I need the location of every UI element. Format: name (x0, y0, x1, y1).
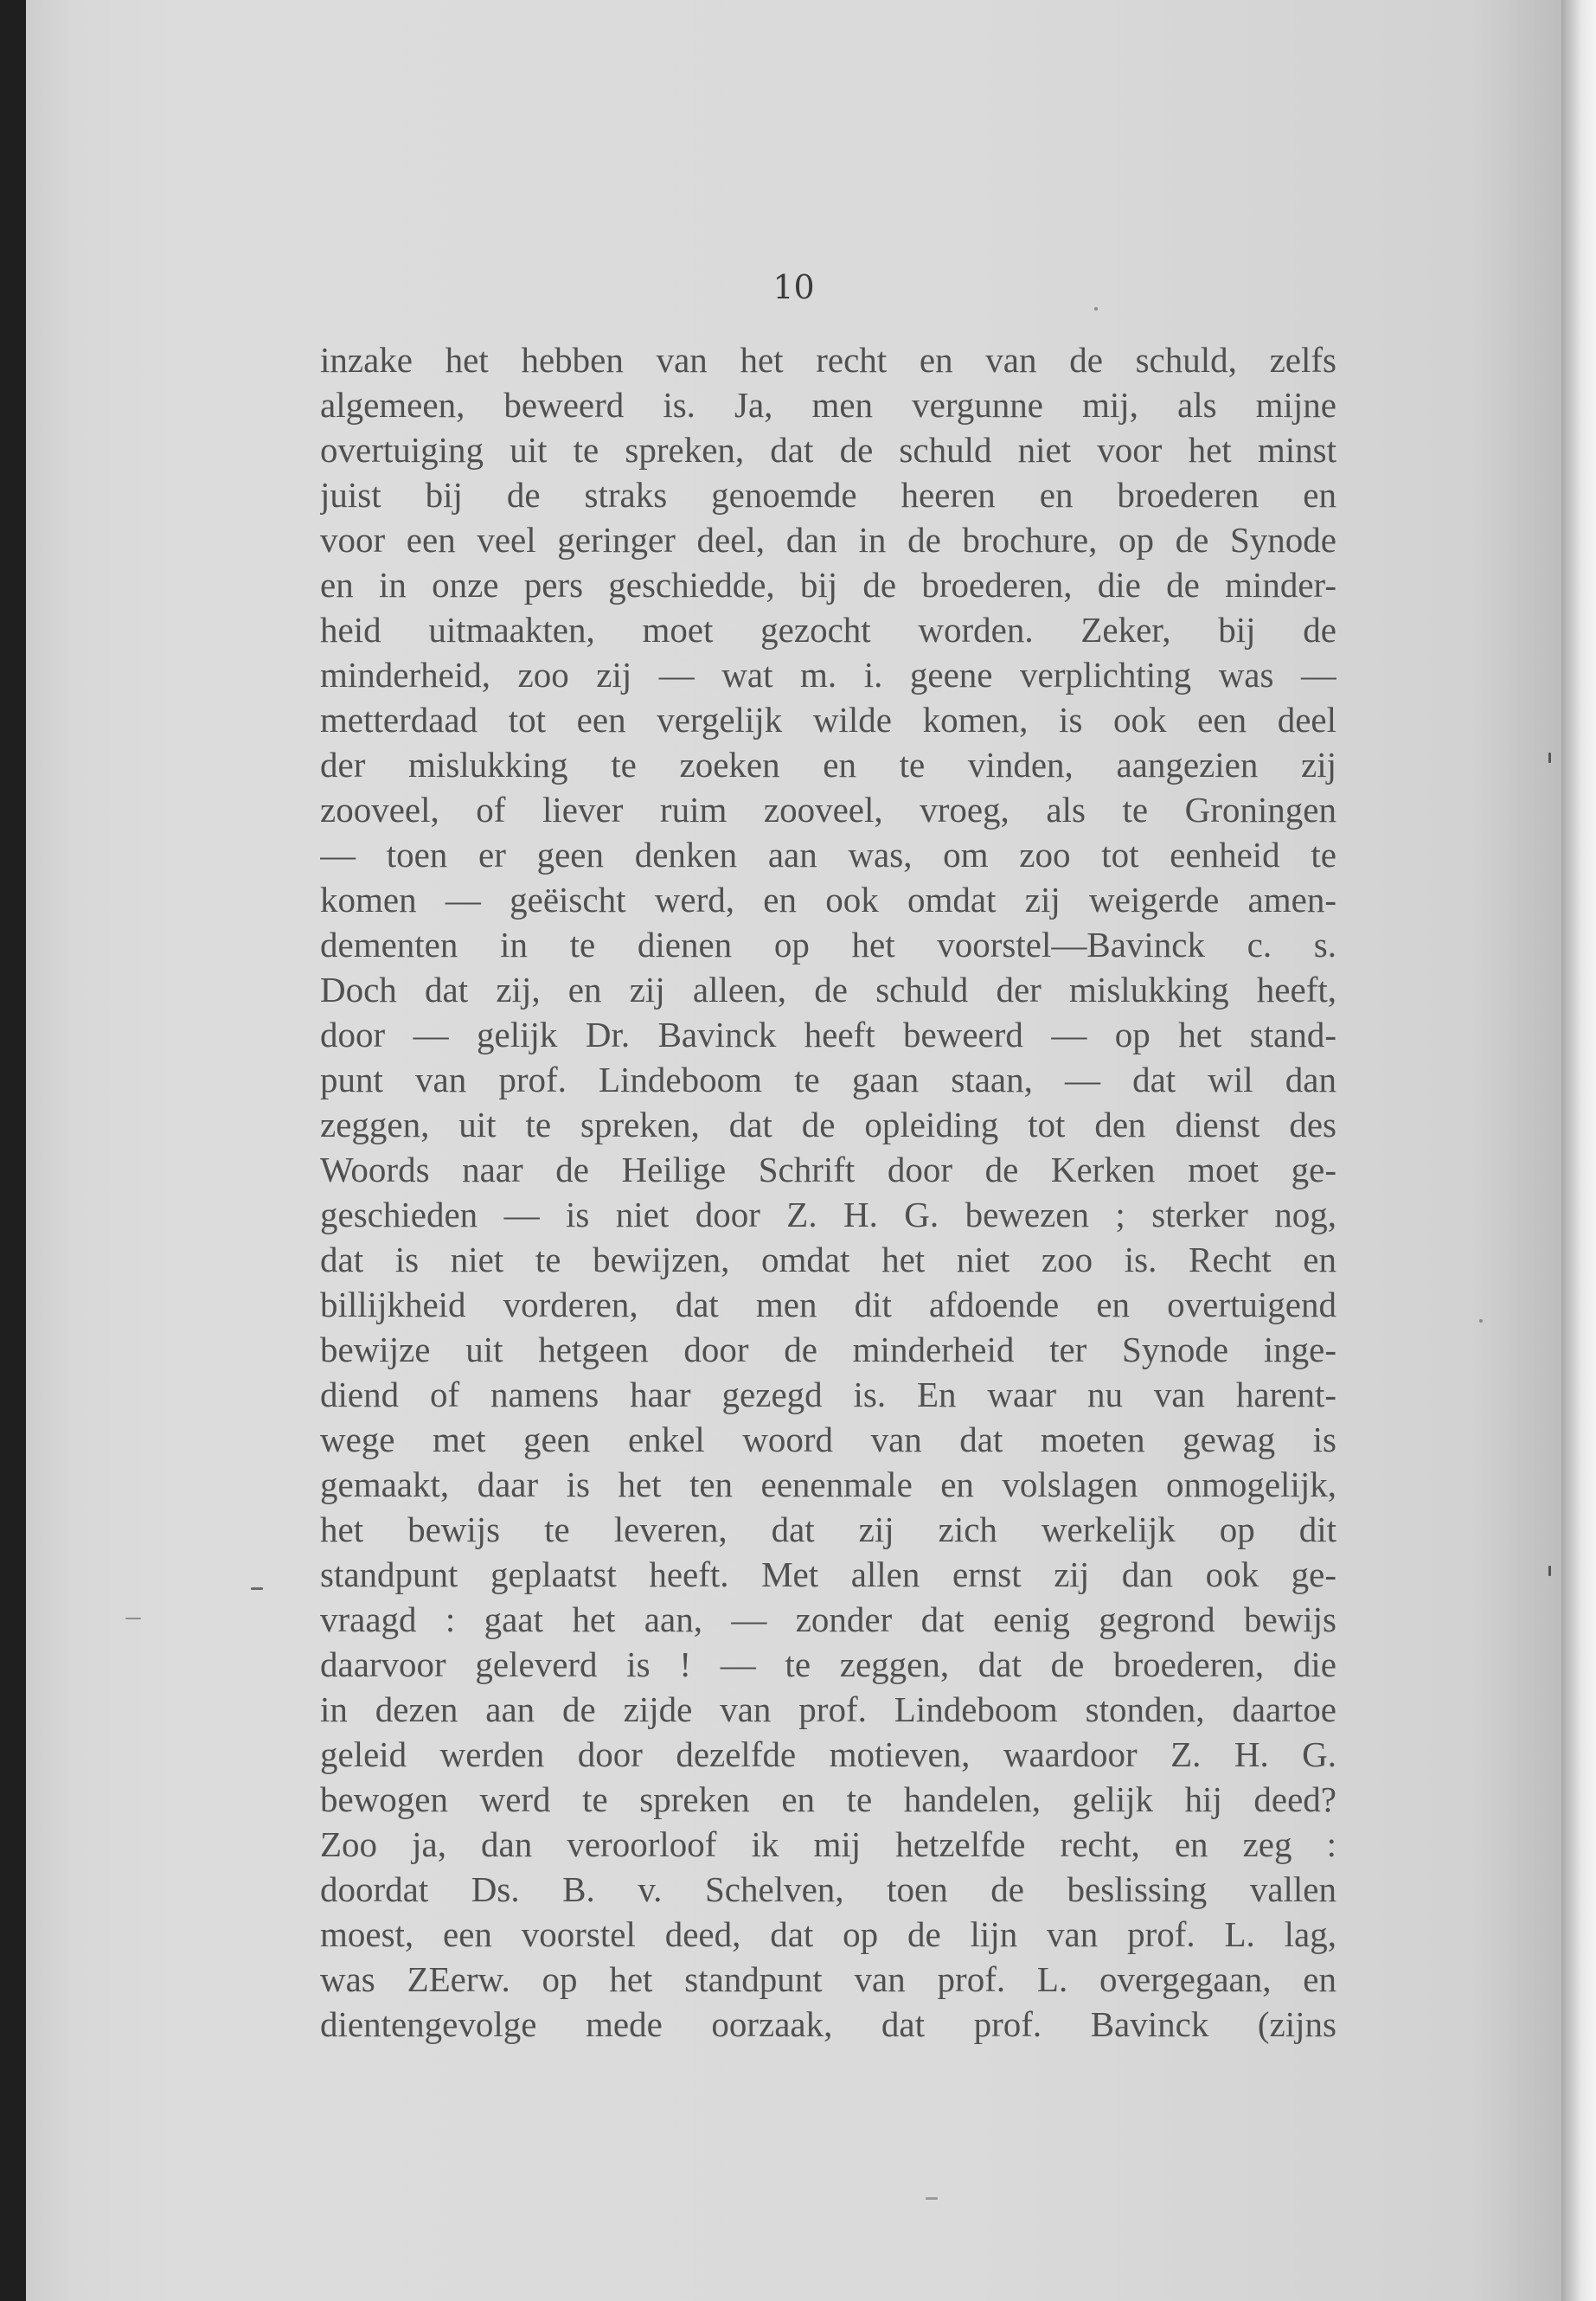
text-line: algemeen, beweerd is. Ja, men vergunne mij, als mijne (320, 385, 1336, 425)
text-line: overtuiging uit te spreken, dat de schuld niet voor het minst (320, 430, 1336, 470)
text-line: was ZEerw. op het standpunt van prof. L. overgegaan, en (320, 1959, 1336, 1999)
text-line: dat is niet te bewijzen, omdat het niet zoo is. Recht en (320, 1240, 1336, 1279)
text-line: standpunt geplaatst heeft. Met allen ernst zij dan ook ge- (320, 1554, 1336, 1594)
paper-speck (251, 1587, 263, 1590)
text-line: vraagd : gaat het aan, — zonder dat eenig gegrond bewijs (320, 1599, 1336, 1639)
paper-speck (125, 1618, 141, 1619)
text-line: Doch dat zij, en zij alleen, de schuld der mislukking heeft, (320, 970, 1336, 1009)
page-number: 10 (772, 268, 815, 306)
text-line: bewogen werd te spreken en te handelen, gelijk hij deed? (320, 1779, 1336, 1819)
paper-speck (1548, 1566, 1551, 1576)
paper-speck (926, 2197, 938, 2200)
text-line: zeggen, uit te spreken, dat de opleiding tot den dienst des (320, 1105, 1336, 1144)
text-line: moest, een voorstel deed, dat op de lijn van prof. L. lag, (320, 1914, 1336, 1954)
paper-speck (1479, 1319, 1483, 1323)
text-line: in dezen aan de zijde van prof. Lindeboom stonden, daartoe (320, 1689, 1336, 1729)
text-line: door — gelijk Dr. Bavinck heeft beweerd — op het stand- (320, 1015, 1336, 1054)
text-line: Woords naar de Heilige Schrift door de Kerken moet ge- (320, 1150, 1336, 1189)
text-line: gemaakt, daar is het ten eenenmale en volslagen onmogelijk, (320, 1465, 1336, 1504)
text-line: bewijze uit hetgeen door de minderheid ter Synode inge- (320, 1330, 1336, 1369)
text-line: geleid werden door dezelfde motieven, waardoor Z. H. G. (320, 1734, 1336, 1774)
paper-speck (1094, 307, 1098, 311)
book-page (26, 0, 1561, 2301)
text-line: inzake het hebben van het recht en van de schuld, zelfs (320, 340, 1336, 380)
text-line: metterdaad tot een vergelijk wilde komen, is ook een deel (320, 700, 1336, 740)
text-line: billijkheid vorderen, dat men dit afdoende en overtuigend (320, 1285, 1336, 1324)
text-line: diend of namens haar gezegd is. En waar nu van harent- (320, 1375, 1336, 1414)
text-line: zooveel, of liever ruim zooveel, vroeg, als te Groningen (320, 790, 1336, 830)
text-line: minderheid, zoo zij — wat m. i. geene verplichting was — (320, 655, 1336, 695)
text-line: juist bij de straks genoemde heeren en broederen en (320, 475, 1336, 515)
text-line: der mislukking te zoeken en te vinden, aangezien zij (320, 745, 1336, 785)
text-line: daarvoor geleverd is ! — te zeggen, dat de broederen, die (320, 1644, 1336, 1684)
paper-speck (1548, 753, 1551, 763)
text-line: voor een veel geringer deel, dan in de brochure, op de Synode (320, 520, 1336, 560)
text-line: dientengevolge mede oorzaak, dat prof. Bavinck (zijns (320, 2004, 1336, 2044)
text-line: heid uitmaakten, moet gezocht worden. Zeker, bij de (320, 610, 1336, 650)
text-line: Zoo ja, dan veroorloof ik mij hetzelfde recht, en zeg : (320, 1824, 1336, 1864)
text-line: het bewijs te leveren, dat zij zich werkelijk op dit (320, 1509, 1336, 1549)
text-line: — toen er geen denken aan was, om zoo tot eenheid te (320, 835, 1336, 875)
body-text (320, 337, 1336, 2047)
text-line: wege met geen enkel woord van dat moeten gewag is (320, 1420, 1336, 1459)
text-line: komen — geëischt werd, en ook omdat zij weigerde amen- (320, 880, 1336, 920)
page-edge (1561, 0, 1596, 2301)
text-line: doordat Ds. B. v. Schelven, toen de beslissing vallen (320, 1869, 1336, 1909)
text-line: en in onze pers geschiedde, bij de broederen, die de minder- (320, 565, 1336, 605)
text-line: punt van prof. Lindeboom te gaan staan, — dat wil dan (320, 1060, 1336, 1099)
text-line: geschieden — is niet door Z. H. G. bewezen ; sterker nog, (320, 1195, 1336, 1234)
text-line: dementen in te dienen op het voorstel—Bavinck c. s. (320, 925, 1336, 965)
